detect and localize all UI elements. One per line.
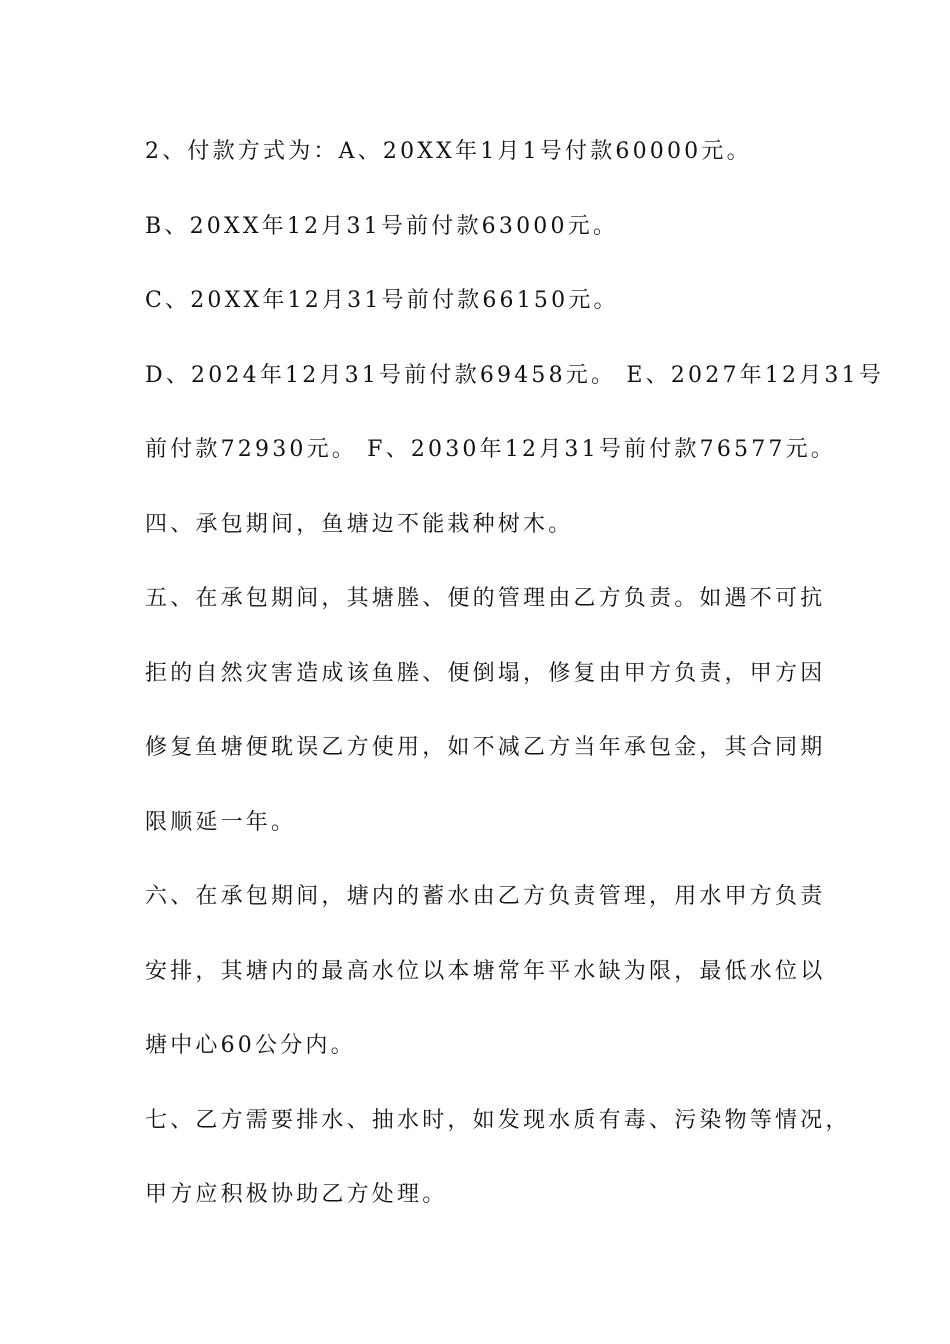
payment-c-line: C、20XX年12月31号前付款66150元。: [145, 288, 619, 313]
payment-b-line: B、20XX年12月31号前付款63000元。: [145, 213, 619, 239]
clause-five-line-4: 限顺延一年。: [145, 809, 297, 835]
payment-method-line: 2、付款方式为：A、20XX年1月1号付款60000元。: [145, 139, 752, 164]
clause-six-line-2: 安排，其塘内的最高水位以本塘常年平水缺为限，最低水位以: [145, 958, 826, 984]
document-body: [145, 130, 885, 1248]
clause-four-line: 四、承包期间，鱼塘边不能栽种树木。: [145, 511, 574, 537]
clause-six-line-3: 塘中心60公分内。: [145, 1033, 356, 1058]
clause-five-line-1: 五、在承包期间，其塘塍、便的管理由乙方负责。如遇不可抗: [145, 586, 826, 611]
payment-d-e-line: D、2024年12月31号前付款69458元。 E、2027年12月31号: [145, 362, 885, 388]
payment-e-f-line: 前付款72930元。 F、2030年12月31号前付款76577元。: [145, 437, 837, 462]
clause-seven-line-2: 甲方应积极协助乙方处理。: [145, 1182, 448, 1207]
clause-seven-line-1: 七、乙方需要排水、抽水时，如发现水质有毒、污染物等情况，: [145, 1107, 851, 1133]
clause-five-line-3: 修复鱼塘便耽误乙方使用，如不减乙方当年承包金，其合同期: [145, 735, 826, 760]
clause-six-line-1: 六、在承包期间，塘内的蓄水由乙方负责管理，用水甲方负责: [145, 884, 826, 909]
clause-five-line-2: 拒的自然灾害造成该鱼塍、便倒塌，修复由甲方负责，甲方因: [145, 660, 826, 686]
